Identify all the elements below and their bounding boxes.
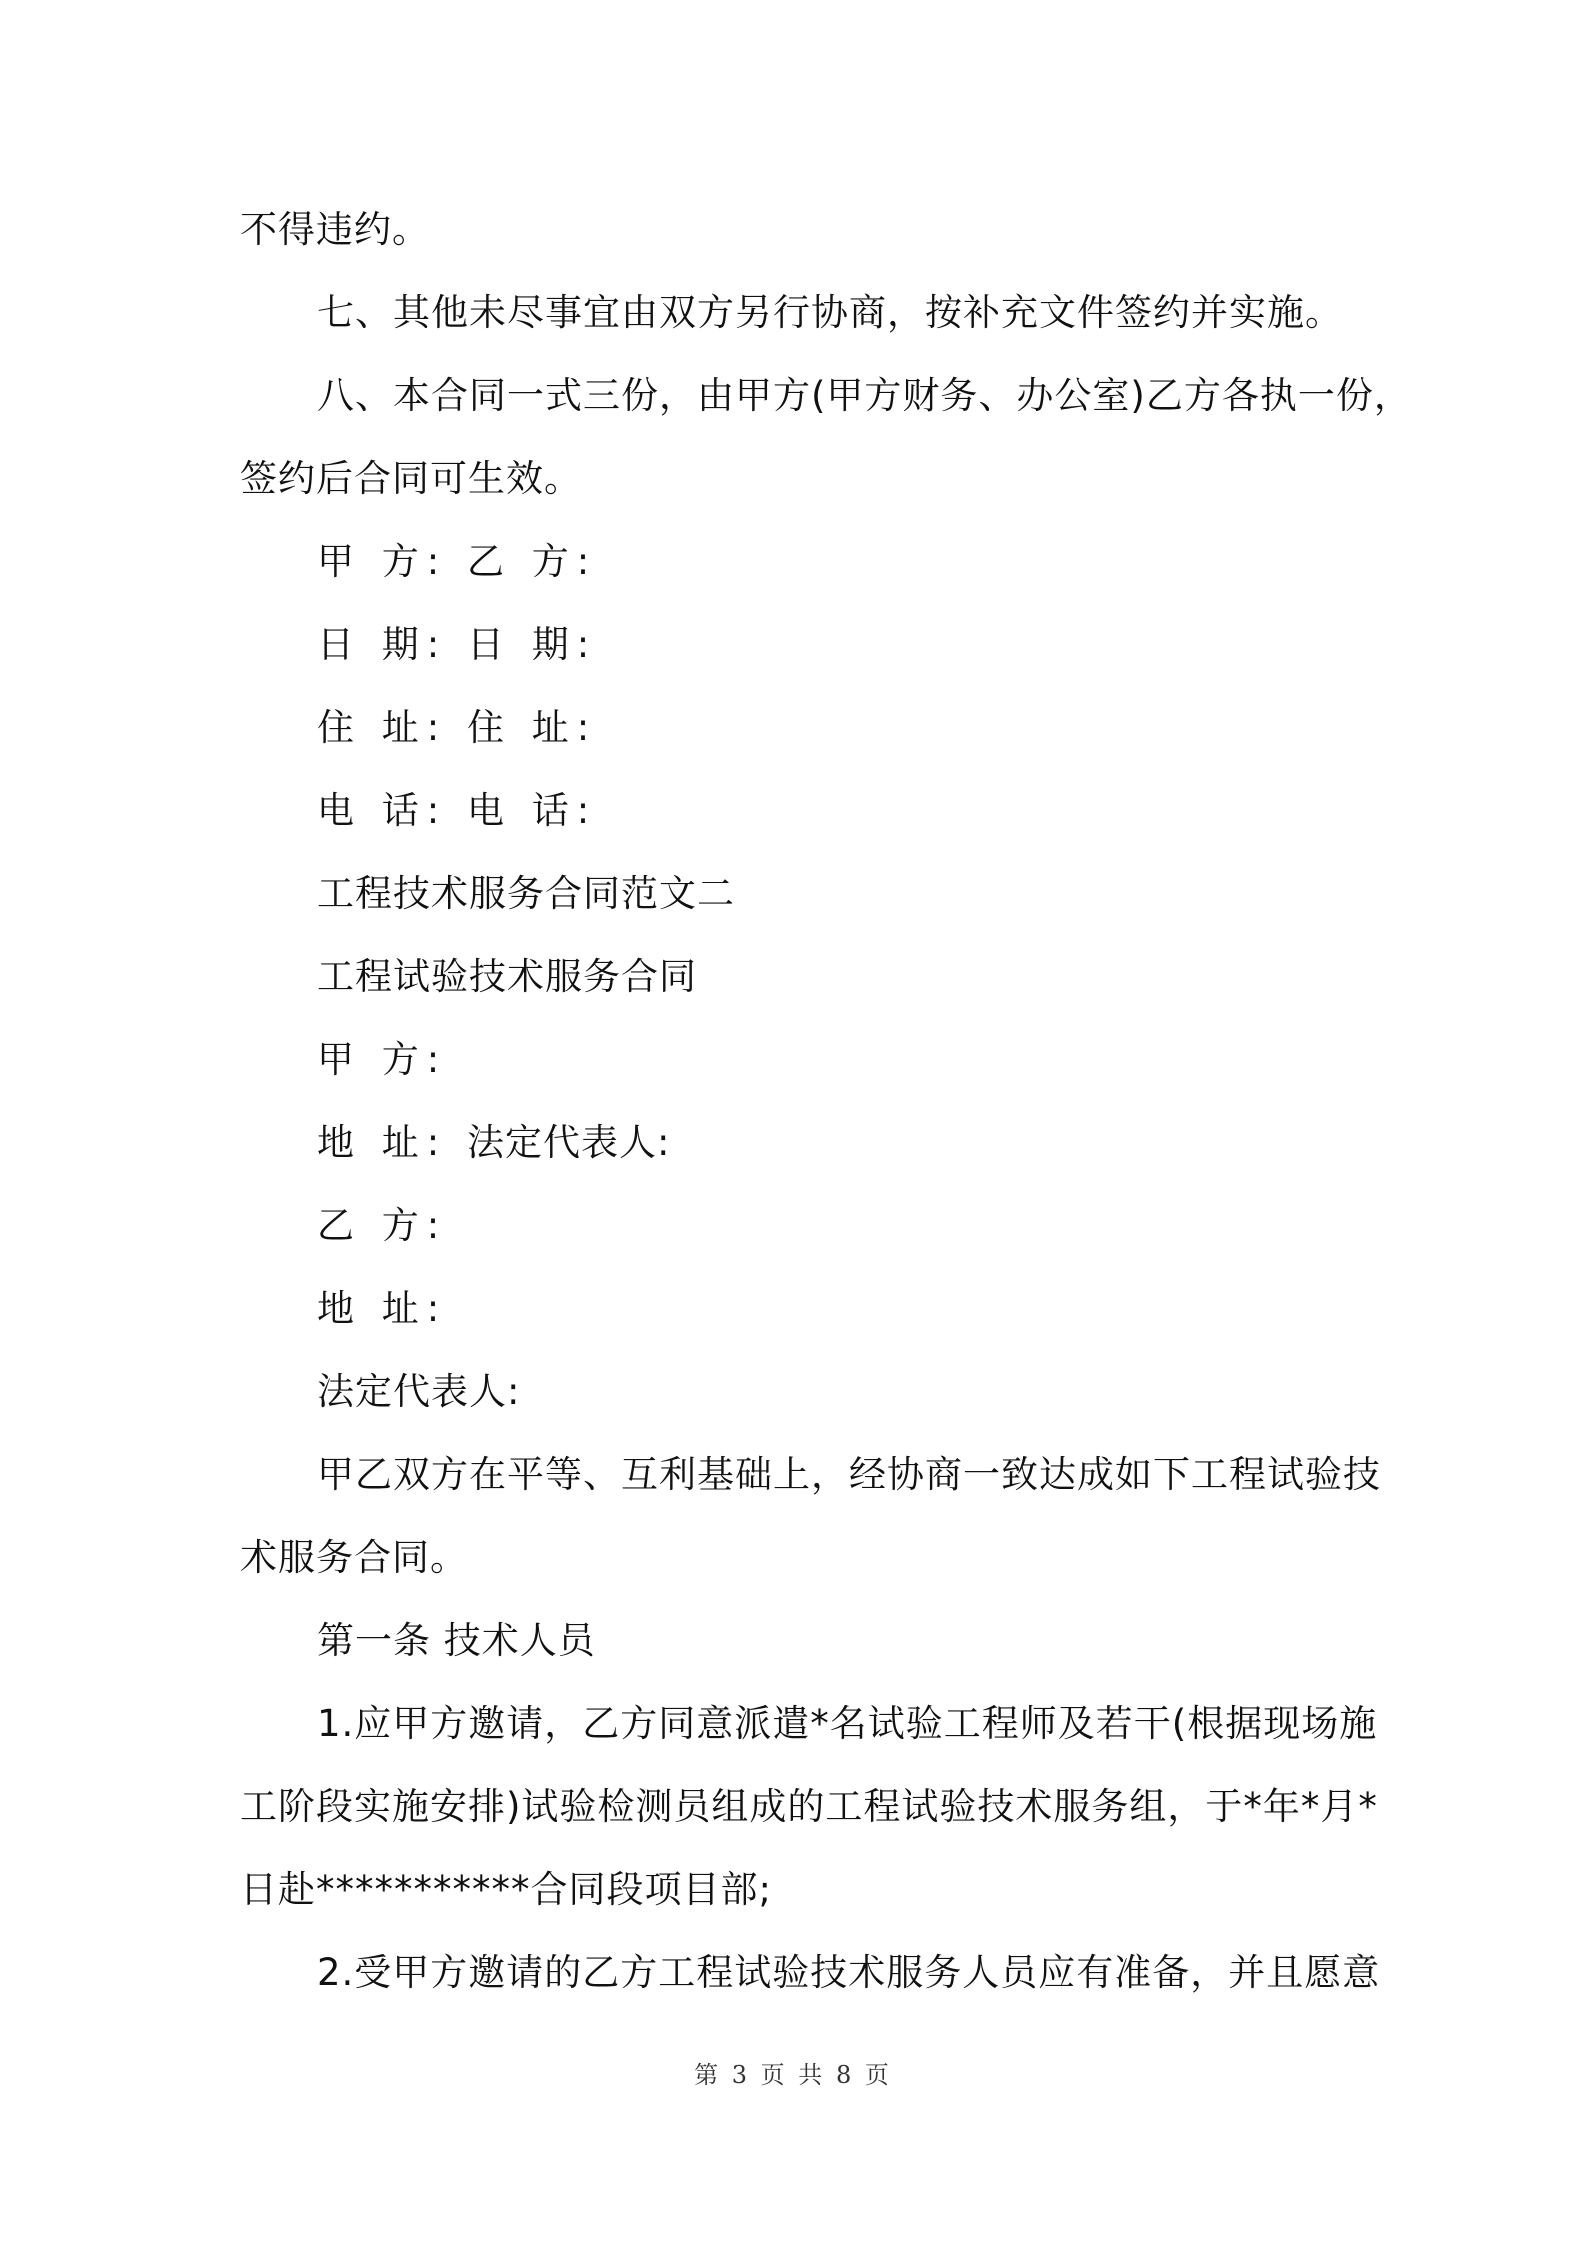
address-label: 地 址: [317, 1287, 448, 1330]
paragraph-line: 工阶段实施安排)试验检测员组成的工程试验技术服务组，于*年*月* [240, 1785, 1378, 1828]
signature-label-right: 电 话: [467, 789, 598, 832]
paragraph-line: 术服务合同。 [240, 1536, 468, 1579]
paragraph-line: 甲乙双方在平等、互利基础上，经协商一致达成如下工程试验技 [317, 1453, 1381, 1496]
representative-label: 法定代表人: [317, 1370, 521, 1413]
address-representative-row [317, 1121, 670, 1165]
paragraph-line: 签约后合同可生效。 [240, 457, 582, 500]
article-heading: 第一条 技术人员 [317, 1619, 596, 1662]
paragraph-line: 八、本合同一式三份，由甲方(甲方财务、办公室)乙方各执一份， [317, 374, 1412, 417]
signature-row [317, 706, 597, 750]
representative-label: 法定代表人: [467, 1121, 671, 1164]
party-a-label: 甲 方: [317, 1038, 448, 1081]
signature-label-left: 电 话: [317, 789, 448, 832]
signature-label-left: 日 期: [317, 623, 448, 666]
paragraph-line: 1.应甲方邀请，乙方同意派遣*名试验工程师及若干(根据现场施 [317, 1702, 1378, 1745]
party-b-label: 乙 方: [317, 1204, 448, 1247]
signature-label-right: 住 址: [467, 706, 598, 749]
page-number-footer: 第 3 页 共 8 页 [694, 2061, 892, 2089]
signature-row [317, 623, 597, 667]
signature-label-right: 乙 方: [467, 540, 598, 583]
address-label: 地 址: [317, 1121, 448, 1164]
signature-row [317, 789, 597, 833]
signature-label-left: 甲 方: [317, 540, 448, 583]
signature-row [317, 540, 597, 584]
signature-label-right: 日 期: [467, 623, 598, 666]
signature-label-left: 住 址: [317, 706, 448, 749]
paragraph-line: 不得违约。 [240, 208, 430, 251]
section-heading: 工程技术服务合同范文二 [317, 872, 735, 915]
paragraph-line: 日赴***********合同段项目部; [240, 1868, 772, 1911]
paragraph-line: 七、其他未尽事宜由双方另行协商，按补充文件签约并实施。 [317, 291, 1343, 334]
contract-title: 工程试验技术服务合同 [317, 955, 697, 998]
paragraph-line: 2.受甲方邀请的乙方工程试验技术服务人员应有准备，并且愿意 [317, 1951, 1381, 1994]
